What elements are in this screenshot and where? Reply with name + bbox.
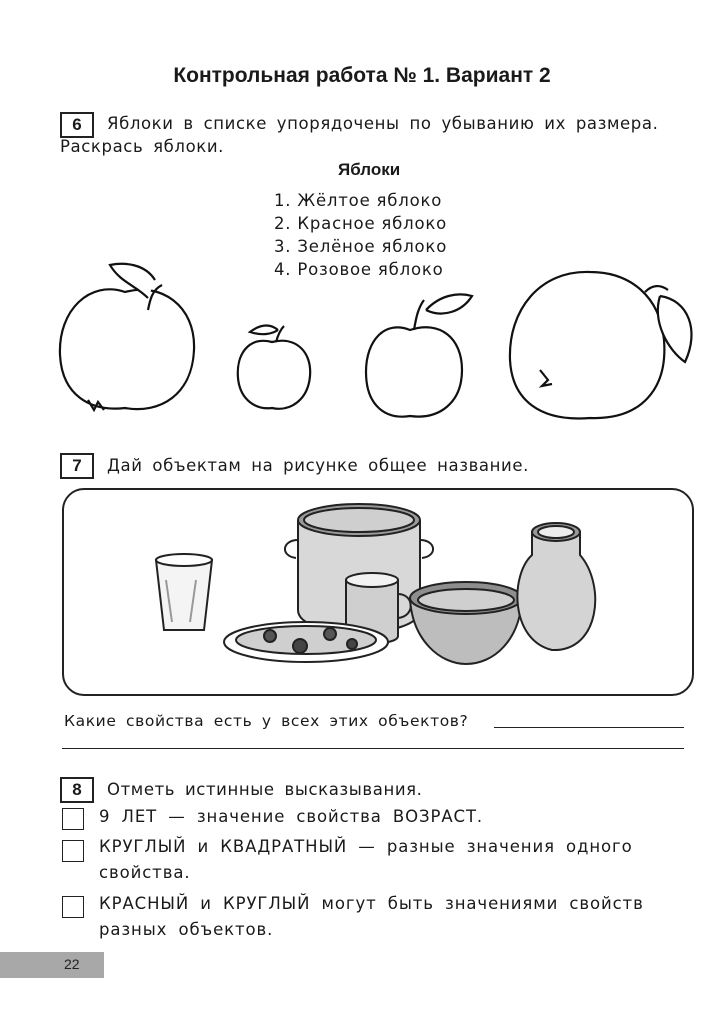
apples-list-title: Яблоки [338,160,401,179]
list-item: 4. Розовое яблоко [274,260,444,279]
bowl-icon[interactable] [410,582,522,664]
properties-question: Какие свойства есть у всех этих объектов? [64,712,469,730]
page-number: 22 [64,956,80,972]
statement-text: 9 ЛЕТ — значение свойства ВОЗРАСТ. [99,807,484,826]
task6-text-line2: Раскрась яблоки. [60,137,225,156]
task-number-box: 7 [60,453,94,479]
vase-icon[interactable] [517,523,595,650]
statement-text: КРАСНЫЙ и КРУГЛЫЙ могут быть значениями свойств разных объектов. [99,894,644,939]
task-number-box: 6 [60,112,94,138]
task-number-box: 8 [60,777,94,803]
list-item: 2. Красное яблоко [274,214,448,233]
statement-checkbox[interactable] [62,808,84,830]
list-item: 1. Жёлтое яблоко [274,191,443,210]
answer-line[interactable] [494,727,684,728]
statement-checkbox[interactable] [62,896,84,918]
list-item: 3. Зелёное яблоко [274,237,448,256]
task8-text: Отметь истинные высказывания. [107,780,423,799]
task6-text-line1: Яблоки в списке упорядочены по убыванию их размера. [107,114,659,133]
task7-text: Дай объектам на рисунке общее название. [107,456,529,475]
page-number-bar [0,952,104,978]
statement-text: КРУГЛЫЙ и КВАДРАТНЫЙ — разные значения одного свойства. [99,837,633,882]
glass-icon[interactable] [156,554,212,630]
plate-icon[interactable] [224,622,388,662]
statement-checkbox[interactable] [62,840,84,862]
answer-line[interactable] [62,748,684,749]
page-title: Контрольная работа № 1. Вариант 2 [173,64,551,87]
